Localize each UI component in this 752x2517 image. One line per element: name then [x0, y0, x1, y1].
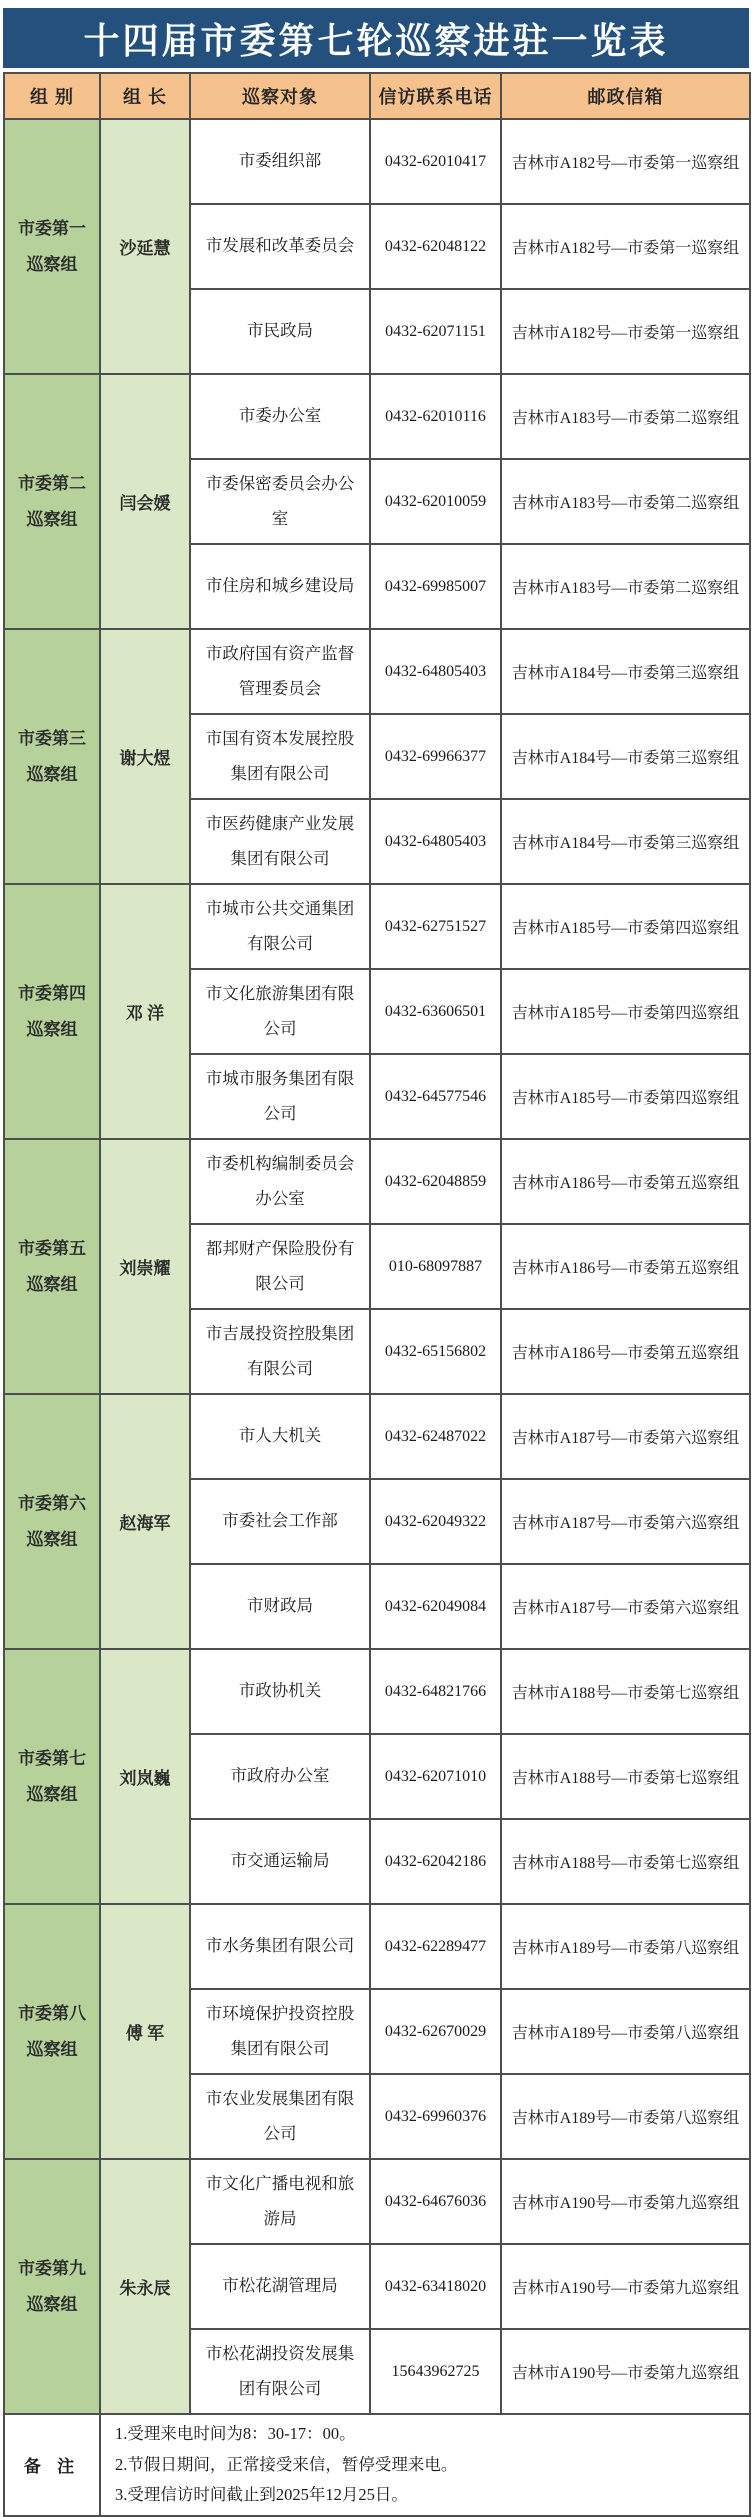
remarks-row [4, 2414, 750, 2516]
group-cell: 市委第五巡察组 [4, 1139, 100, 1394]
mailbox-cell: 吉林市A188号—市委第七巡察组 [501, 1819, 750, 1904]
phone-cell: 0432-64676036 [370, 2159, 501, 2244]
mailbox-cell: 吉林市A185号—市委第四巡察组 [501, 1054, 750, 1139]
leader-cell: 赵海军 [100, 1394, 190, 1649]
phone-cell: 0432-64821766 [370, 1649, 501, 1734]
phone-cell: 0432-63418020 [370, 2244, 501, 2329]
target-cell: 市委办公室 [190, 374, 370, 459]
phone-cell: 0432-63606501 [370, 969, 501, 1054]
mailbox-cell: 吉林市A188号—市委第七巡察组 [501, 1649, 750, 1734]
target-cell: 市政府国有资产监督管理委员会 [190, 629, 370, 714]
table-row [4, 374, 750, 459]
target-cell: 市交通运输局 [190, 1819, 370, 1904]
phone-cell: 0432-62289477 [370, 1904, 501, 1989]
mailbox-cell: 吉林市A184号—市委第三巡察组 [501, 714, 750, 799]
group-cell: 市委第三巡察组 [4, 629, 100, 884]
leader-cell: 闫会媛 [100, 374, 190, 629]
target-cell: 市委组织部 [190, 119, 370, 204]
target-cell: 市城市服务集团有限公司 [190, 1054, 370, 1139]
leader-cell: 谢大煜 [100, 629, 190, 884]
phone-cell: 0432-64805403 [370, 629, 501, 714]
phone-cell: 15643962725 [370, 2329, 501, 2414]
table-row [4, 119, 750, 204]
mailbox-cell: 吉林市A189号—市委第八巡察组 [501, 1989, 750, 2074]
table-row [4, 884, 750, 969]
col-header-group: 组 别 [4, 73, 100, 119]
mailbox-cell: 吉林市A188号—市委第七巡察组 [501, 1734, 750, 1819]
table-row [4, 629, 750, 714]
table-row [4, 1649, 750, 1734]
phone-cell: 0432-69960376 [370, 2074, 501, 2159]
remarks-label: 备 注 [4, 2414, 100, 2516]
phone-cell: 010-68097887 [370, 1224, 501, 1309]
mailbox-cell: 吉林市A187号—市委第六巡察组 [501, 1564, 750, 1649]
phone-cell: 0432-62010417 [370, 119, 501, 204]
mailbox-cell: 吉林市A190号—市委第九巡察组 [501, 2159, 750, 2244]
target-cell: 市政协机关 [190, 1649, 370, 1734]
mailbox-cell: 吉林市A183号—市委第二巡察组 [501, 459, 750, 544]
phone-cell: 0432-62010116 [370, 374, 501, 459]
table-row [4, 1139, 750, 1224]
target-cell: 市发展和改革委员会 [190, 204, 370, 289]
phone-cell: 0432-62751527 [370, 884, 501, 969]
mailbox-cell: 吉林市A184号—市委第三巡察组 [501, 799, 750, 884]
target-cell: 市环境保护投资控股集团有限公司 [190, 1989, 370, 2074]
phone-cell: 0432-62071010 [370, 1734, 501, 1819]
mailbox-cell: 吉林市A189号—市委第八巡察组 [501, 1904, 750, 1989]
mailbox-cell: 吉林市A189号—市委第八巡察组 [501, 2074, 750, 2159]
table-row [4, 1394, 750, 1479]
target-cell: 市文化旅游集团有限公司 [190, 969, 370, 1054]
target-cell: 市人大机关 [190, 1394, 370, 1479]
leader-cell: 朱永辰 [100, 2159, 190, 2414]
target-cell: 市医药健康产业发展集团有限公司 [190, 799, 370, 884]
phone-cell: 0432-65156802 [370, 1309, 501, 1394]
mailbox-cell: 吉林市A190号—市委第九巡察组 [501, 2329, 750, 2414]
phone-cell: 0432-62042186 [370, 1819, 501, 1904]
mailbox-cell: 吉林市A186号—市委第五巡察组 [501, 1224, 750, 1309]
table-row [4, 2159, 750, 2244]
col-header-leader: 组 长 [100, 73, 190, 119]
group-cell: 市委第九巡察组 [4, 2159, 100, 2414]
leader-cell: 刘岚巍 [100, 1649, 190, 1904]
phone-cell: 0432-62071151 [370, 289, 501, 374]
phone-cell: 0432-62670029 [370, 1989, 501, 2074]
phone-cell: 0432-62010059 [370, 459, 501, 544]
mailbox-cell: 吉林市A183号—市委第二巡察组 [501, 544, 750, 629]
mailbox-cell: 吉林市A182号—市委第一巡察组 [501, 289, 750, 374]
phone-cell: 0432-69966377 [370, 714, 501, 799]
target-cell: 市政府办公室 [190, 1734, 370, 1819]
target-cell: 都邦财产保险股份有限公司 [190, 1224, 370, 1309]
phone-cell: 0432-62048122 [370, 204, 501, 289]
mailbox-cell: 吉林市A182号—市委第一巡察组 [501, 119, 750, 204]
phone-cell: 0432-69985007 [370, 544, 501, 629]
target-cell: 市委机构编制委员会办公室 [190, 1139, 370, 1224]
header-row [4, 73, 750, 119]
inspection-table [3, 72, 751, 2517]
target-cell: 市委保密委员会办公室 [190, 459, 370, 544]
group-cell: 市委第四巡察组 [4, 884, 100, 1139]
col-header-target: 巡察对象 [190, 73, 370, 119]
group-cell: 市委第六巡察组 [4, 1394, 100, 1649]
target-cell: 市民政局 [190, 289, 370, 374]
target-cell: 市农业发展集团有限公司 [190, 2074, 370, 2159]
target-cell: 市住房和城乡建设局 [190, 544, 370, 629]
group-cell: 市委第二巡察组 [4, 374, 100, 629]
phone-cell: 0432-62048859 [370, 1139, 501, 1224]
page-title: 十四届市委第七轮巡察进驻一览表 [3, 8, 749, 68]
remarks-notes [100, 2414, 750, 2516]
mailbox-cell: 吉林市A182号—市委第一巡察组 [501, 204, 750, 289]
mailbox-cell: 吉林市A186号—市委第五巡察组 [501, 1139, 750, 1224]
phone-cell: 0432-64577546 [370, 1054, 501, 1139]
mailbox-cell: 吉林市A185号—市委第四巡察组 [501, 969, 750, 1054]
mailbox-cell: 吉林市A187号—市委第六巡察组 [501, 1479, 750, 1564]
group-cell: 市委第八巡察组 [4, 1904, 100, 2159]
target-cell: 市城市公共交通集团有限公司 [190, 884, 370, 969]
col-header-phone: 信访联系电话 [370, 73, 501, 119]
leader-cell: 沙延慧 [100, 119, 190, 374]
group-cell: 市委第一巡察组 [4, 119, 100, 374]
mailbox-cell: 吉林市A187号—市委第六巡察组 [501, 1394, 750, 1479]
phone-cell: 0432-62049084 [370, 1564, 501, 1649]
leader-cell: 刘崇耀 [100, 1139, 190, 1394]
mailbox-cell: 吉林市A185号—市委第四巡察组 [501, 884, 750, 969]
target-cell: 市文化广播电视和旅游局 [190, 2159, 370, 2244]
leader-cell: 邓 洋 [100, 884, 190, 1139]
target-cell: 市松花湖管理局 [190, 2244, 370, 2329]
phone-cell: 0432-64805403 [370, 799, 501, 884]
leader-cell: 傅 军 [100, 1904, 190, 2159]
phone-cell: 0432-62049322 [370, 1479, 501, 1564]
mailbox-cell: 吉林市A190号—市委第九巡察组 [501, 2244, 750, 2329]
table-row [4, 1904, 750, 1989]
target-cell: 市委社会工作部 [190, 1479, 370, 1564]
target-cell: 市财政局 [190, 1564, 370, 1649]
target-cell: 市松花湖投资发展集团有限公司 [190, 2329, 370, 2414]
target-cell: 市水务集团有限公司 [190, 1904, 370, 1989]
table-body [4, 119, 750, 2516]
target-cell: 市吉晟投资控股集团有限公司 [190, 1309, 370, 1394]
target-cell: 市国有资本发展控股集团有限公司 [190, 714, 370, 799]
group-cell: 市委第七巡察组 [4, 1649, 100, 1904]
mailbox-cell: 吉林市A183号—市委第二巡察组 [501, 374, 750, 459]
remark-note-line: 1.受理来电时间为8：30-17：00。 [115, 2424, 356, 2443]
col-header-mailbox: 邮政信箱 [501, 73, 750, 119]
remark-note-line: 3.受理信访时间截止到2025年12月25日。 [115, 2485, 408, 2505]
remark-note-line: 2.节假日期间，正常接受来信，暂停受理来电。 [115, 2454, 458, 2474]
mailbox-cell: 吉林市A186号—市委第五巡察组 [501, 1309, 750, 1394]
mailbox-cell: 吉林市A184号—市委第三巡察组 [501, 629, 750, 714]
phone-cell: 0432-62487022 [370, 1394, 501, 1479]
